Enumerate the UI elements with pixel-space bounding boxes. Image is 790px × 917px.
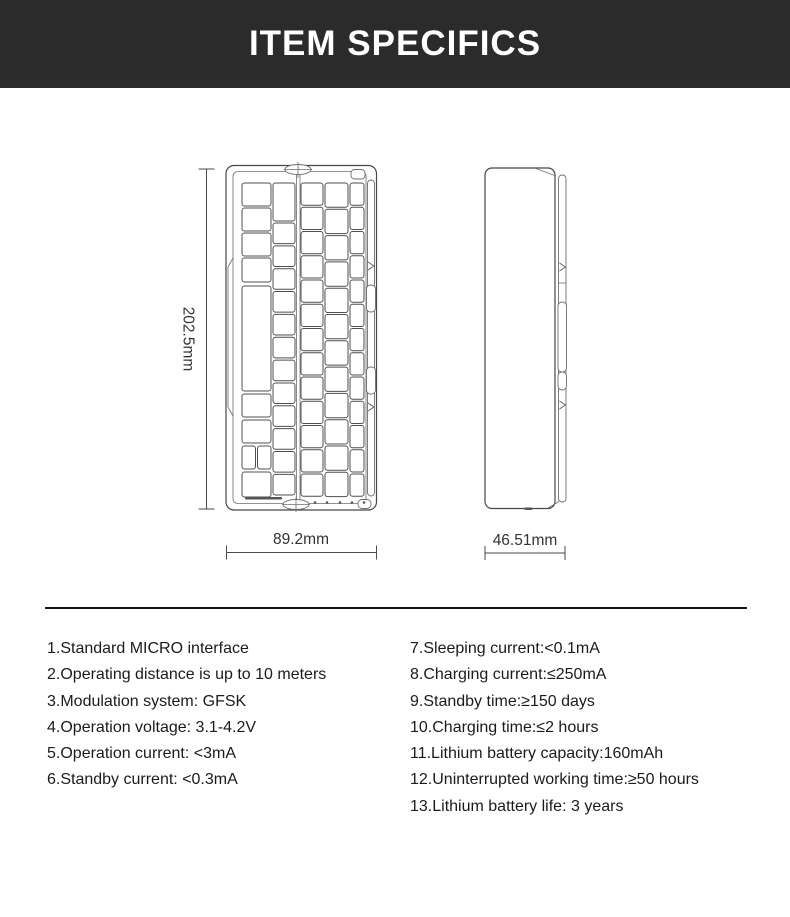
- rubber-strip: [245, 497, 282, 500]
- keyboard-key: [301, 304, 323, 326]
- keyboard-key: [350, 304, 364, 326]
- corner-foot: [351, 170, 365, 180]
- keyboard-key: [273, 474, 295, 495]
- spec-list-left: [47, 636, 326, 794]
- keyboard-key: [350, 353, 364, 375]
- keyboard-key: [301, 280, 323, 302]
- keyboard-key: [273, 429, 295, 450]
- spec-item: 7.Sleeping current:<0.1mA: [410, 640, 600, 657]
- spec-item: 13.Lithium battery life: 3 years: [410, 797, 624, 815]
- side-width-dimension-label: 46.51mm: [492, 532, 558, 549]
- height-dimension-label: 202.5mm: [179, 306, 197, 372]
- keyboard-key: [301, 183, 323, 205]
- keyboard-key: [301, 377, 323, 399]
- keyboard-key: [325, 183, 348, 207]
- keyboard-key: [350, 207, 364, 229]
- keyboard-key: [325, 393, 348, 417]
- keyboard-key: [273, 337, 295, 358]
- keyboard-key: [350, 256, 364, 278]
- keyboard-key: [325, 315, 348, 339]
- corner-foot: [358, 500, 371, 509]
- keyboard-key: [325, 420, 348, 444]
- keyboard-key: [242, 446, 256, 469]
- height-dimension: [180, 169, 215, 509]
- keyboard-key: [350, 329, 364, 351]
- keyboard-key: [325, 262, 348, 286]
- keyboard-key: [301, 256, 323, 278]
- keyboard-key: [242, 420, 271, 443]
- keyboard-key: [242, 258, 271, 282]
- spec-item: 8.Charging current:≤250mA: [410, 666, 607, 684]
- spec-item: 5.Operation current: <3mA: [47, 745, 236, 763]
- keyboard-key: [301, 401, 323, 423]
- keyboard-key: [350, 232, 364, 254]
- keyboard-key: [273, 406, 295, 427]
- keyboard-key: [242, 286, 271, 391]
- separator-line: [45, 607, 747, 609]
- spec-item: 2.Operating distance is up to 10 meters: [47, 666, 327, 684]
- spec-item: 3.Modulation system: GFSK: [47, 692, 247, 710]
- keyboard-key: [301, 232, 323, 254]
- keyboard-key: [301, 353, 323, 375]
- keyboard-key: [273, 223, 295, 244]
- keyboard-key: [350, 474, 364, 496]
- keyboard-key: [350, 183, 364, 205]
- keyboard-key: [242, 183, 271, 206]
- spec-item: 1.Standard MICRO interface: [47, 640, 249, 657]
- keyboard-key: [350, 401, 364, 423]
- keyboard-key: [325, 472, 348, 496]
- keyboard-key: [273, 246, 295, 267]
- keyboard-key: [242, 472, 271, 497]
- spec-item: 6.Standby current: <0.3mA: [47, 771, 238, 789]
- keyboard-side-view: [485, 168, 567, 510]
- spec-item: 11.Lithium battery capacity:160mAh: [410, 745, 664, 763]
- keyboard-key: [301, 426, 323, 448]
- keyboard-key: [325, 341, 348, 365]
- spec-item: 10.Charging time:≤2 hours: [410, 718, 599, 736]
- keyboard-key: [273, 269, 295, 290]
- keyboard-key: [325, 236, 348, 260]
- keyboard-key: [301, 474, 323, 496]
- keyboard-key: [273, 452, 295, 473]
- keyboard-key: [242, 208, 271, 231]
- front-width-dimension-label: 89.2mm: [273, 531, 329, 548]
- keyboard-key: [273, 383, 295, 404]
- keyboard-key: [273, 314, 295, 335]
- keyboard-key: [301, 207, 323, 229]
- keyboard-key: [350, 426, 364, 448]
- keyboard-key: [273, 292, 295, 313]
- keyboard-key: [273, 360, 295, 381]
- keyboard-key: [350, 450, 364, 472]
- keyboard-key: [325, 209, 348, 233]
- spec-list-right: [410, 636, 699, 820]
- keyboard-key: [350, 377, 364, 399]
- spec-item: 12.Uninterrupted working time:≥50 hours: [410, 771, 699, 789]
- page-title: ITEM SPECIFICS: [248, 24, 542, 63]
- keyboard-key: [350, 280, 364, 302]
- keyboard-key: [242, 233, 271, 256]
- keyboard-front-view: [226, 162, 377, 512]
- bottom-tab: [525, 508, 533, 511]
- keyboard-key: [258, 446, 272, 469]
- front-width-dimension: [227, 531, 377, 560]
- keyboard-key: [325, 446, 348, 470]
- keyboard-key: [273, 183, 295, 221]
- keyboard-key: [301, 329, 323, 351]
- spec-item: 9.Standby time:≥150 days: [410, 692, 595, 710]
- side-latch-band: [367, 180, 376, 496]
- keyboard-key: [301, 450, 323, 472]
- keyboard-key: [325, 367, 348, 391]
- keyboard-key: [242, 394, 271, 417]
- spec-item: 4.Operation voltage: 3.1-4.2V: [47, 718, 257, 736]
- keyboard-key: [325, 288, 348, 312]
- side-width-dimension: [485, 532, 565, 560]
